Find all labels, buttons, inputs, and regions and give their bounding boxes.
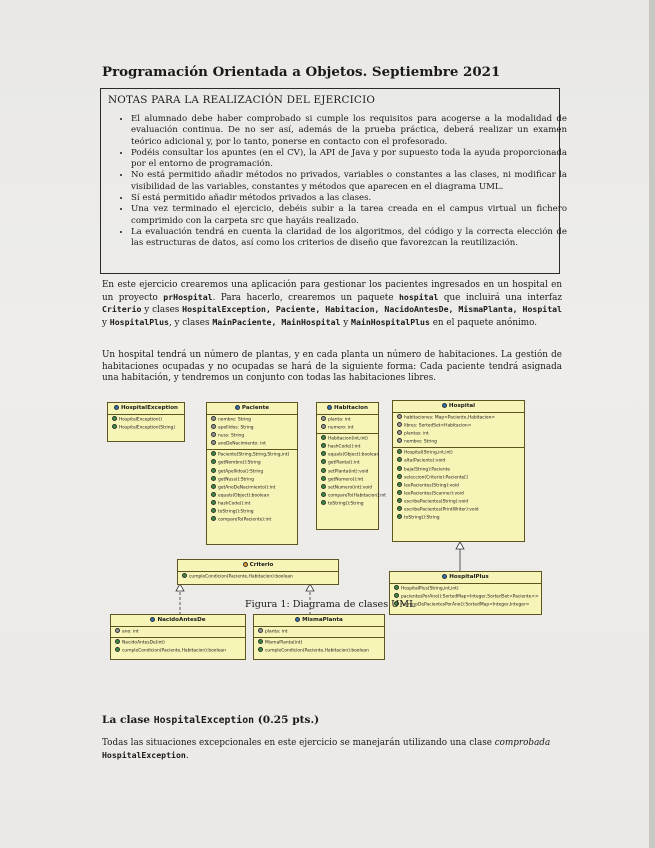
private-icon (211, 424, 216, 429)
field-sig: ano: int (122, 629, 139, 635)
method-sig: toString():String (404, 515, 440, 521)
method-row (397, 466, 524, 474)
method-sig: HospitalException(String) (119, 425, 176, 431)
public-icon (394, 593, 399, 598)
interface-name: Criterio (102, 304, 142, 315)
method-row (211, 492, 297, 500)
intro-text: y clases (141, 305, 183, 316)
class-header (393, 401, 524, 413)
class-header (207, 403, 297, 415)
method-row (211, 476, 297, 484)
public-icon (397, 490, 402, 495)
method-sig: MismaPlanta(int) (265, 640, 303, 646)
public-icon (321, 484, 326, 489)
method-sig: seleccion(Criterio):Paciente[] (404, 475, 468, 481)
method-sig: compareTo(Habitacion):int (328, 493, 387, 499)
method-sig: cumpleCondicion(Paciente,Habitacion):boolean (189, 574, 293, 580)
section-class-name: HospitalException (153, 715, 255, 726)
method-sig: toString():String (218, 509, 254, 515)
fields-section (393, 413, 524, 448)
class-name: MismaPlanta (302, 617, 343, 623)
field-row (321, 424, 378, 432)
field-sig: planta: int (265, 629, 288, 635)
interface-criterio (177, 559, 339, 585)
method-sig: NacidoAntesDe(int) (122, 640, 165, 646)
field-sig: numero: int (328, 425, 354, 431)
public-icon (321, 468, 326, 473)
section-title (102, 714, 319, 726)
class-icon (327, 405, 332, 410)
method-row (397, 514, 524, 522)
public-icon (211, 468, 216, 473)
class-name: Paciente (241, 405, 270, 411)
field-row (211, 440, 297, 448)
method-row (211, 500, 297, 508)
method-row (321, 451, 378, 459)
field-row (211, 416, 297, 424)
method-sig: pacientesPorAno():SortedMap<Integer,SortedSet<Paciente>> (401, 594, 539, 600)
method-sig: alta(Paciente):void (404, 458, 446, 464)
public-icon (321, 459, 326, 464)
class-icon (150, 617, 155, 622)
field-row (397, 422, 524, 430)
hospital-paragraph: Un hospital tendrá un número de plantas, y en cada planta un número de habitaciones. La gestión de habitaciones ocupadas y no ocupadas se hará de la siguiente forma: Cada paciente tendrá asignada una habitación, y tendremos un conjunto con todas las habitaciones libres. (102, 350, 562, 384)
class-header (178, 560, 338, 572)
intro-text: . Para hacerlo, crearemos un paquete (212, 292, 399, 303)
public-icon (397, 482, 402, 487)
public-icon (397, 498, 402, 503)
field-row (211, 424, 297, 432)
note-item: • Una vez terminado el ejercicio, debéis subir a la tarea creada en el campus virtual un fichero comprimido con la carpeta src que hayáis realizado. (131, 204, 567, 227)
methods-section (317, 434, 387, 509)
class-habitacion (316, 402, 387, 530)
intro-text: y (102, 317, 110, 328)
public-icon (397, 457, 402, 462)
method-sig: equals(Object):boolean (218, 493, 270, 499)
note-item: • El alumnado debe haber comprobado si cumple los requisitos para acogerse a la modalidad de evaluación continua. De no ser así, además de la prueba práctica, deberá realizar un examen teórico adicional y, por lo tanto, ponerse en contacto con el profesorado. (131, 114, 567, 148)
method-sig: equals(Object):boolean (328, 452, 380, 458)
private-icon (258, 628, 263, 633)
method-sig: getPlanta():int (328, 460, 360, 466)
fields-section (254, 627, 384, 638)
notes-heading: NOTAS PARA LA REALIZACIÓN DEL EJERCICIO (108, 94, 376, 106)
field-row (321, 416, 378, 424)
field-sig: plantas: int (404, 431, 429, 437)
method-row (321, 492, 387, 500)
methods-section (393, 448, 524, 523)
private-icon (397, 430, 402, 435)
method-sig: getAnoDeNacimiento():int (218, 485, 276, 491)
method-row (115, 639, 245, 647)
class-icon (442, 403, 447, 408)
method-row (397, 482, 524, 490)
class-mismaplanta (253, 614, 385, 660)
method-row (258, 647, 384, 655)
method-sig: HospitalPlus(String,int,int) (401, 586, 459, 592)
private-icon (397, 438, 402, 443)
class-name: Criterio (249, 562, 274, 568)
note-item: • La evaluación tendrá en cuenta la claridad de los algoritmos, del código y la correcta elección de las estructuras de datos, así como los criterios de diseño que favorezcan la reutilización. (131, 227, 567, 250)
public-icon (321, 443, 326, 448)
public-icon (211, 500, 216, 505)
class-header (108, 403, 184, 415)
class-header (254, 615, 384, 627)
class-icon (114, 405, 119, 410)
method-row (115, 647, 245, 655)
section-class-ref: HospitalException (102, 749, 186, 760)
field-sig: nombre: String (404, 439, 437, 445)
method-row (397, 457, 524, 465)
arrowhead (306, 584, 314, 591)
field-row (397, 430, 524, 438)
intro-text: y (340, 317, 352, 328)
public-icon (211, 459, 216, 464)
class-name: HospitalPlus (109, 316, 169, 327)
method-row (211, 484, 297, 492)
field-row (397, 438, 524, 446)
fields-section (207, 415, 297, 450)
public-icon (321, 451, 326, 456)
field-row (115, 628, 245, 636)
public-icon (321, 492, 326, 497)
method-row (211, 508, 297, 516)
public-icon (211, 492, 216, 497)
section-points: (0.25 pts.) (254, 714, 320, 726)
method-row (321, 435, 378, 443)
public-icon (397, 514, 402, 519)
methods-section (111, 638, 245, 656)
class-name: NacidoAntesDe (157, 617, 206, 623)
public-icon (112, 424, 117, 429)
field-row (211, 432, 297, 440)
method-row (258, 639, 384, 647)
method-sig: hashCode():int (328, 444, 361, 450)
public-icon (397, 474, 402, 479)
class-icon (295, 617, 300, 622)
package-name: hospital (399, 291, 439, 302)
private-icon (321, 424, 326, 429)
field-row (258, 628, 384, 636)
fields-section (111, 627, 245, 638)
project-name: prHospital (163, 291, 213, 302)
section-text: Todas las situaciones excepcionales en este ejercicio se manejarán utilizando una clase (102, 738, 495, 748)
method-sig: leePacientes(String):void (404, 483, 459, 489)
note-item: • No está permitido añadir métodos no privados, variables o constantes a las clases, ni modificar la visibilidad de las variables, constantes y métodos que aparecen en el diagrama UML. (131, 170, 567, 193)
method-sig: getNuss():String (218, 477, 254, 483)
method-sig: Paciente(String,String,String,int) (218, 452, 290, 458)
field-sig: nuss: String (218, 433, 245, 439)
method-sig: HospitalException() (119, 417, 162, 423)
public-icon (211, 476, 216, 481)
private-icon (397, 414, 402, 419)
method-sig: escribePacientes(String):void (404, 499, 469, 505)
method-row (397, 490, 524, 498)
public-icon (211, 516, 216, 521)
method-sig: getNumero():int (328, 477, 364, 483)
method-row (397, 474, 524, 482)
method-sig: hashCode():int (218, 501, 251, 507)
method-row (211, 468, 297, 476)
public-icon (394, 585, 399, 590)
methods-section (207, 450, 297, 525)
class-icon (442, 574, 447, 579)
method-row (211, 459, 297, 467)
arrowhead (176, 584, 184, 591)
field-sig: habitaciones: Map<Paciente,Habitacion> (404, 415, 496, 421)
public-icon (115, 647, 120, 652)
figure-caption: Figura 1: Diagrama de clases UML (245, 599, 416, 610)
page-title: Programación Orientada a Objetos. Septiembre 2021 (102, 64, 501, 80)
public-icon (321, 476, 326, 481)
class-list: HospitalException, Paciente, Habitacion, NacidoAntesDe, MismaPlanta, Hospital (182, 304, 562, 315)
public-icon (321, 435, 326, 440)
methods-section (254, 638, 384, 656)
method-row (394, 585, 541, 593)
public-icon (211, 484, 216, 489)
method-sig: getNombre():String (218, 460, 261, 466)
public-icon (211, 508, 216, 513)
interface-icon (243, 562, 248, 567)
field-sig: apellidos: String (218, 425, 254, 431)
method-row (321, 476, 378, 484)
field-sig: planta: int (328, 417, 351, 423)
method-row (112, 416, 184, 424)
method-sig: escribePacientes(PrintWriter):void (404, 507, 479, 513)
class-name: HospitalPlus (449, 574, 489, 580)
method-row (394, 593, 541, 601)
method-row (321, 484, 378, 492)
field-sig: nombre: String (218, 417, 251, 423)
section-title-text: La clase (102, 714, 154, 726)
method-row (182, 573, 338, 581)
method-sig: cumpleCondicion(Paciente,Habitacion):boolean (265, 648, 369, 654)
method-row (321, 443, 378, 451)
method-row (397, 449, 524, 457)
note-item: • Sí está permitido añadir métodos privados a las clases. (131, 193, 567, 204)
method-row (321, 459, 378, 467)
field-row (397, 414, 524, 422)
public-icon (397, 466, 402, 471)
method-sig: toString():String (328, 501, 364, 507)
class-hospitalexception (107, 402, 185, 442)
section-paragraph (102, 738, 562, 762)
public-icon (397, 506, 402, 511)
private-icon (397, 422, 402, 427)
note-item: • Podéis consultar los apuntes (en el CV), la API de Java y por supuesto toda la ayuda proporcionada por el entorno de programación. (131, 148, 567, 171)
public-icon (115, 639, 120, 644)
class-paciente (206, 402, 298, 545)
public-icon (112, 416, 117, 421)
method-sig: cumpleCondicion(Paciente,Habitacion):boolean (122, 648, 226, 654)
method-row (321, 500, 378, 508)
class-nacidoantesde (110, 614, 246, 660)
public-icon (182, 573, 187, 578)
class-header (111, 615, 245, 627)
main-classes: MainPaciente, MainHospital (212, 316, 341, 327)
public-icon (397, 449, 402, 454)
public-icon (211, 451, 216, 456)
private-icon (211, 440, 216, 445)
method-sig: Hospital(String,int,int) (404, 450, 453, 456)
section-text: . (185, 750, 189, 761)
method-row (112, 424, 184, 432)
private-icon (321, 416, 326, 421)
method-sig: getApellidos():String (218, 469, 264, 475)
intro-text: que incluirá una interfaz (438, 292, 562, 303)
class-hospital (392, 400, 525, 542)
method-row (397, 506, 524, 514)
method-row (394, 601, 541, 609)
method-sig: baja(String):Paciente (404, 467, 451, 473)
private-icon (115, 628, 120, 633)
private-icon (211, 416, 216, 421)
method-row (321, 468, 378, 476)
method-sig: setNumero(int):void (328, 485, 373, 491)
method-sig: compareTo(Paciente):int (218, 517, 272, 523)
methods-section (108, 415, 184, 433)
field-sig: anoDeNacimiento: int (218, 441, 266, 447)
method-sig: numeroDePacientesPorAno():SortedMap<Integer,Integer> (401, 602, 530, 608)
public-icon (258, 647, 263, 652)
intro-text: En este ejercicio crearemos una aplicación para gestionar los pacientes ingresados en un hospital en un proyecto (102, 280, 562, 303)
public-icon (321, 500, 326, 505)
arrowhead (456, 542, 464, 549)
section-italic: comprobada (494, 738, 551, 748)
intro-text: , y clases (168, 317, 213, 328)
class-name: HospitalException (120, 405, 179, 411)
method-row (211, 451, 297, 459)
class-name: Hospital (448, 403, 476, 409)
field-sig: libres: SortedSet<Habitacion> (404, 423, 472, 429)
intro-text: en el paquete anónimo. (429, 317, 538, 328)
private-icon (211, 432, 216, 437)
class-header (317, 403, 378, 415)
method-sig: setPlanta(int):void (328, 469, 369, 475)
method-sig: leePacientes(Scanner):void (404, 491, 464, 497)
public-icon (258, 639, 263, 644)
class-icon (235, 405, 240, 410)
class-header (390, 572, 541, 584)
class-name: Habitacion (334, 405, 368, 411)
methods-section (178, 572, 338, 582)
method-row (211, 516, 297, 524)
method-sig: Habitacion(int,int) (328, 436, 368, 442)
fields-section (317, 415, 378, 434)
main-class: MainHospitalPlus (351, 316, 430, 327)
method-row (397, 498, 524, 506)
